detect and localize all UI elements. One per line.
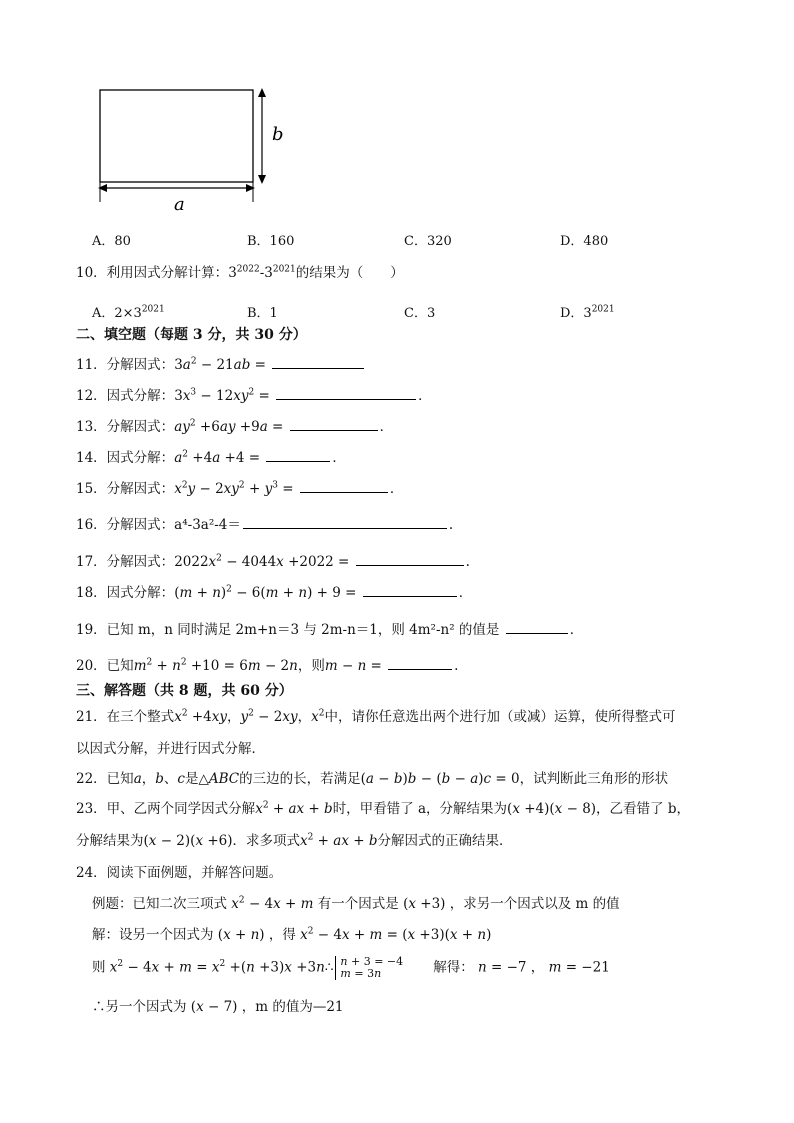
question-21-line1: 21．在三个整式$x^2 +4xy$，$y^2 - 2xy$，$x^2$中，请你任意选出两个进行加（或减）运算，使所得整式可 xyxy=(76,708,676,725)
rectangle-figure xyxy=(92,84,292,214)
question-18: 18．因式分解：$(m + n)^2 - 6(m + n) + 9$ = ． xyxy=(76,584,473,601)
example-line1: 例题：已知二次三项式 $x^2 - 4x + m$ 有一个因式是 (x +3) ，求另一个因式以及 m 的值 xyxy=(92,895,620,912)
q9-option-b: B．160 xyxy=(247,234,295,249)
question-14: 14．因式分解：$a^2 +4a +4$ = ． xyxy=(76,449,346,466)
example-line3: 则 $x^2 - 4x + m = x^2 +(n +3)x$ +3n∴ n + 3 = −4 m = 3n 解得： n = −7 ， m = −21 xyxy=(92,955,610,980)
q10-option-b: B．1 xyxy=(247,306,278,321)
question-23-line2: 分解结果为(x − 2)(x +6)．求多项式$x^2$ + ax + b分解因式的正确结果． xyxy=(76,832,513,849)
label-b: b xyxy=(272,124,284,145)
rectangle xyxy=(100,90,253,182)
q9-option-d: D．480 xyxy=(560,234,609,249)
question-24: 24．阅读下面例题，并解答问题。 xyxy=(76,865,283,881)
question-12: 12．因式分解：$3x^3 - 12xy^2$ = ． xyxy=(76,387,432,404)
example-line2: 解：设另一个因式为 (x + n) ，得 $x^2 - 4x + m = (x +3)(x + n)$ xyxy=(92,926,492,943)
q10-option-c: C．3 xyxy=(404,306,436,321)
q10-option-d: D．$3^{2021}$ xyxy=(560,304,615,321)
question-15: 15．分解因式：$x^2y - 2xy^2 + y^3$ = ． xyxy=(76,480,404,497)
q10-option-a: A．$2\times 3^{2021}$ xyxy=(92,304,165,321)
question-23-line1: 23．甲、乙两个同学因式分解$x^2$ + ax + b时，甲看错了 a，分解结果为(x +4)(x − 8)，乙看错了 b， xyxy=(76,800,690,817)
label-a: a xyxy=(174,194,185,214)
question-16: 16．分解因式：a⁴-3a²-4＝ . xyxy=(76,517,454,533)
q9-option-a: A．80 xyxy=(92,234,131,249)
question-11: 11．分解因式：$3a^2 - 21ab$ = xyxy=(76,355,366,374)
q9-option-c: C．320 xyxy=(404,234,452,249)
question-10: 10．利用因式分解计算：$3^{2022}-3^{2021}$的结果为（ ） xyxy=(76,264,404,281)
example-line4: ∴另一个因式为 (x − 7) ，m 的值为—21 xyxy=(92,999,344,1015)
question-21-line2: 以因式分解，并进行因式分解． xyxy=(76,741,265,757)
question-17: 17．分解因式：$2022x^2 - 4044x +2022$ = . xyxy=(76,553,470,570)
question-22: 22．已知a，b、c是△ABC的三边的长，若满足(a − b)b − (b − a)c = 0，试判断此三角形的形状 xyxy=(76,771,669,787)
question-13: 13．分解因式：$ay^2 +6ay +9a$ = ． xyxy=(76,418,394,435)
question-19: 19．已知 m，n 同时满足 2m+n＝3 与 2m-n＝1，则 4m²-n² 的值是 ． xyxy=(76,622,584,638)
question-20: 20．已知$m^2 + n^2 +10 = 6m - 2n$，则m − n = . xyxy=(76,657,459,674)
section-3-heading: 三、解答题（共 8 题，共 60 分） xyxy=(76,683,293,699)
section-2-heading: 二、填空题（每题 3 分，共 30 分） xyxy=(76,327,307,343)
